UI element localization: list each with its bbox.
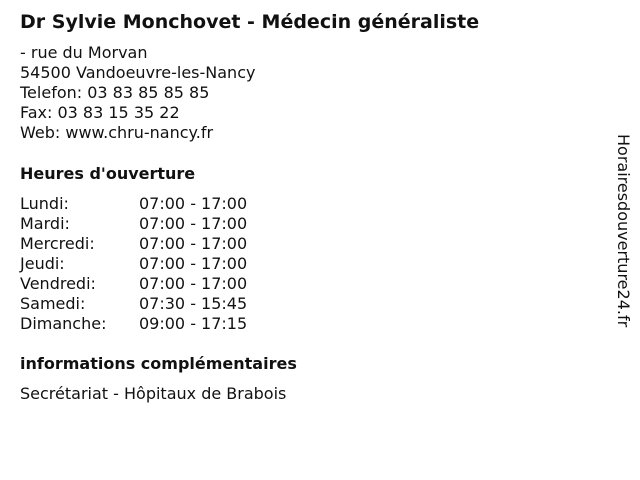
fax-number: Fax: 03 83 15 35 22	[20, 103, 180, 122]
time-range: 09:00 - 17:15	[139, 314, 248, 333]
day-label: Jeudi:	[20, 254, 65, 273]
day-label: Vendredi:	[20, 274, 96, 293]
hours-row-monday	[20, 194, 247, 214]
brand-watermark: Horairesdouverture24.fr	[614, 134, 633, 328]
opening-hours-list	[20, 194, 247, 334]
info-heading: informations complémentaires	[20, 354, 297, 373]
time-range: 07:00 - 17:00	[139, 274, 248, 293]
day-label: Mardi:	[20, 214, 70, 233]
page-title: Dr Sylvie Monchovet - Médecin généraliste	[20, 11, 480, 33]
hours-row-sunday	[20, 314, 247, 334]
time-range: 07:00 - 17:00	[139, 234, 248, 253]
info-text: Secrétariat - Hôpitaux de Brabois	[20, 384, 287, 403]
address-block	[20, 43, 255, 143]
hours-row-wednesday	[20, 234, 247, 254]
hours-row-thursday	[20, 254, 247, 274]
day-label: Samedi:	[20, 294, 86, 313]
time-range: 07:00 - 17:00	[139, 254, 248, 273]
street-address: - rue du Morvan	[20, 43, 148, 62]
day-label: Dimanche:	[20, 314, 107, 333]
phone-number: Telefon: 03 83 85 85 85	[20, 83, 210, 102]
day-label: Mercredi:	[20, 234, 95, 253]
time-range: 07:30 - 15:45	[139, 294, 248, 313]
hours-row-saturday	[20, 294, 247, 314]
hours-heading: Heures d'ouverture	[20, 164, 196, 183]
hours-row-friday	[20, 274, 247, 294]
city-address: 54500 Vandoeuvre-les-Nancy	[20, 63, 256, 82]
time-range: 07:00 - 17:00	[139, 194, 248, 213]
website: Web: www.chru-nancy.fr	[20, 123, 214, 142]
day-label: Lundi:	[20, 194, 69, 213]
hours-row-tuesday	[20, 214, 247, 234]
time-range: 07:00 - 17:00	[139, 214, 248, 233]
